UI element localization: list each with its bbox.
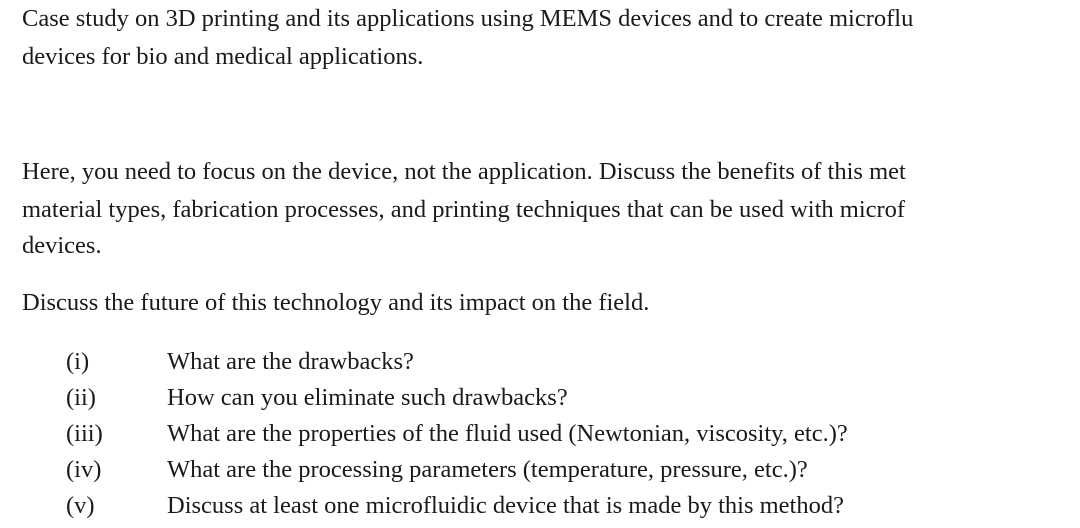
list-item-text: Discuss at least one microfluidic device that is made by this method? (167, 492, 844, 519)
title-line-1: Case study on 3D printing and its applications using MEMS devices and to create microflu (22, 5, 914, 32)
list-item (0, 488, 1080, 524)
list-item-text: What are the processing parameters (temperature, pressure, etc.)? (167, 456, 808, 483)
list-item (0, 416, 1080, 452)
list-item (0, 452, 1080, 488)
list-item-number: (iv) (66, 456, 102, 483)
list-item-number: (i) (66, 348, 90, 375)
list-item-text: What are the drawbacks? (167, 348, 414, 375)
body-line-2: material types, fabrication processes, and printing techniques that can be used with microf (22, 196, 906, 223)
list-item-number: (ii) (66, 384, 96, 411)
future-line: Discuss the future of this technology and its impact on the field. (22, 289, 650, 316)
list-item-text: How can you eliminate such drawbacks? (167, 384, 568, 411)
list-item-number: (iii) (66, 420, 103, 447)
list-item (0, 380, 1080, 416)
title-line-2: devices for bio and medical applications. (22, 43, 424, 70)
body-line-1: Here, you need to focus on the device, not the application. Discuss the benefits of this met (22, 158, 906, 185)
body-line-3: devices. (22, 232, 102, 259)
list-item-text: What are the properties of the fluid used (Newtonian, viscosity, etc.)? (167, 420, 848, 447)
list-item-number: (v) (66, 492, 95, 519)
list-item (0, 344, 1080, 380)
